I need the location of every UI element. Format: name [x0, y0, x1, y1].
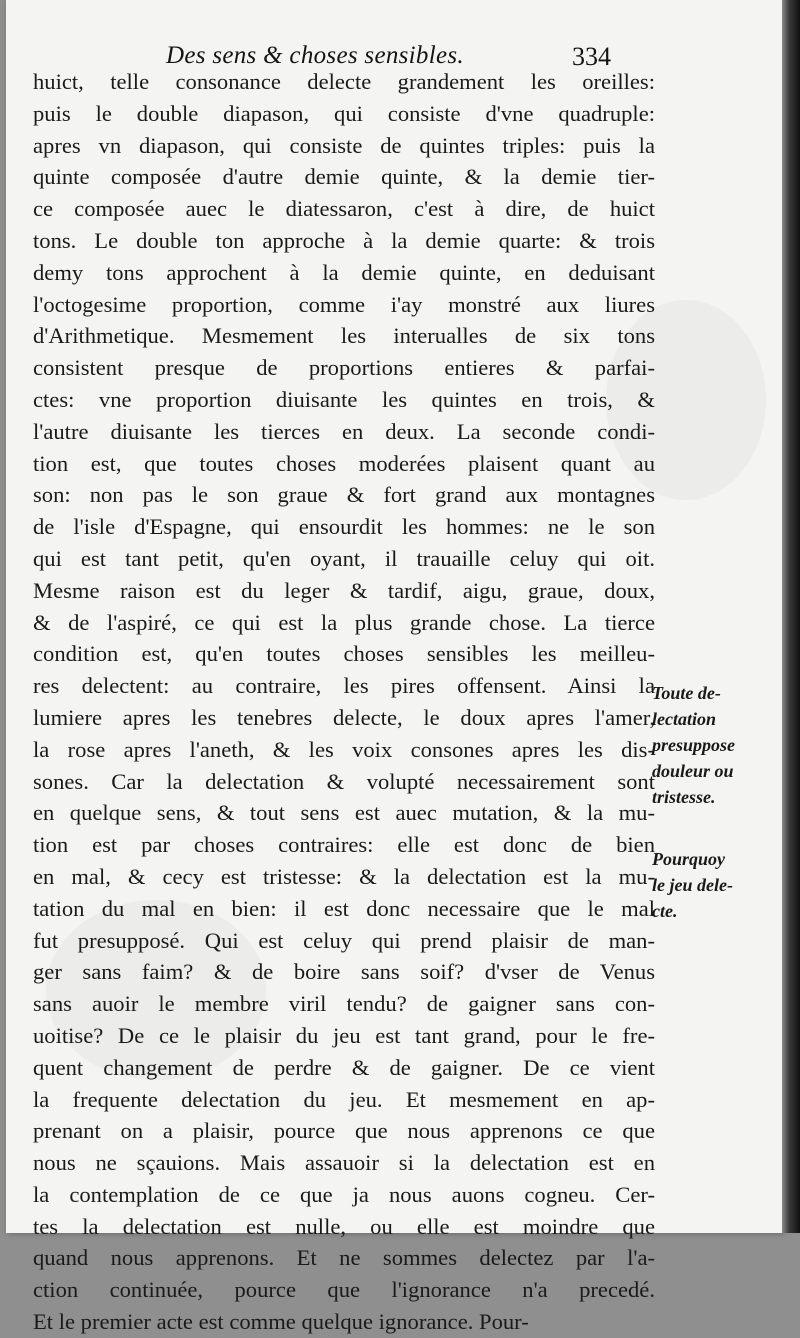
text-line: la contemplation de ce que ja nous auons cogneu. Cer-	[33, 1181, 655, 1207]
text-line: quinte composée d'autre demie quinte, & la demie tier-	[33, 164, 655, 190]
margin-note-jeu	[652, 846, 772, 924]
text-line: demy tons approchent à la demie quinte, en deduisant	[33, 259, 655, 285]
text-line: son: non pas le son graue & fort grand aux montagnes	[33, 482, 655, 508]
text-line: quand nous apprenons. Et ne sommes delectez par l'a-	[33, 1245, 655, 1271]
text-line: tion est par choses contraires: elle est donc de bien	[33, 832, 655, 858]
page-number: 334	[572, 42, 611, 71]
text-line: en quelque sens, & tout sens est auec mutation, & la mu-	[33, 800, 655, 826]
text-line: ger sans faim? & de boire sans soif? d'vser de Venus	[33, 959, 655, 985]
text-line: fut presupposé. Qui est celuy qui prend plaisir de man-	[33, 927, 655, 953]
text-line: tes la delectation est nulle, ou elle est moindre que	[33, 1213, 655, 1239]
text-line: condition est, qu'en toutes choses sensibles les meilleu-	[33, 641, 655, 667]
text-line: sones. Car la delectation & volupté necessairement sont	[33, 768, 655, 794]
margin-note-line: Pourquoy	[652, 849, 726, 869]
margin-note-line: le jeu dele-	[652, 875, 733, 895]
text-line: huict, telle consonance delecte grandement les oreilles:	[33, 69, 655, 94]
text-line: la frequente delectation du jeu. Et mesmement en ap-	[33, 1086, 655, 1112]
text-line: ce composée auec le diatessaron, c'est à dire, de huict	[33, 196, 655, 222]
text-line: Mesme raison est du leger & tardif, aigu, graue, doux,	[33, 577, 655, 603]
text-line: qui est tant petit, qu'en oyant, il trauaille celuy qui oit.	[33, 545, 655, 571]
text-line: consistent presque de proportions entieres & parfai-	[33, 355, 655, 381]
margin-note-line: cte.	[652, 901, 678, 921]
text-line: Et le premier acte est comme quelque ignorance. Pour-	[33, 1309, 529, 1335]
text-line: nous ne sçauions. Mais assauoir si la delectation est en	[33, 1150, 655, 1176]
text-line: lumiere apres les tenebres delecte, le doux apres l'amer,	[33, 704, 655, 730]
text-line: tion est, que toutes choses moderées plaisent quant au	[33, 450, 655, 476]
text-line: de l'isle d'Espagne, qui ensourdit les hommes: ne le son	[33, 514, 655, 540]
text-line: en mal, & cecy est tristesse: & la delectation est la mu-	[33, 863, 655, 889]
text-line: l'autre diuisante les tierces en deux. La seconde condi-	[33, 418, 655, 444]
text-line: res delectent: au contraire, les pires offensent. Ainsi la	[33, 673, 655, 699]
text-line: & de l'aspiré, ce qui est la plus grande chose. La tierce	[33, 609, 655, 635]
text-line: ction continuée, pource que l'ignorance n'a precedé.	[33, 1277, 655, 1303]
margin-note-line: presuppose	[652, 735, 736, 755]
text-line: sans auoir le membre viril tendu? de gaigner sans con-	[33, 991, 655, 1017]
text-line: d'Arithmetique. Mesmement les interualles de six tons	[33, 323, 655, 349]
text-line: la rose apres l'aneth, & les voix consones apres les dis-	[33, 736, 655, 762]
margin-note-line: douleur ou	[652, 761, 734, 781]
text-line: tons. Le double ton approche à la demie quarte: & trois	[33, 227, 655, 253]
text-line: l'octogesime proportion, comme i'ay monstré aux liures	[33, 291, 655, 317]
text-line: quent changement de perdre & de gaigner. De ce vient	[33, 1054, 655, 1080]
text-line: apres vn diapason, qui consiste de quintes triples: puis la	[33, 132, 655, 158]
body-text	[33, 66, 655, 1338]
margin-note-line: lectation	[652, 709, 716, 729]
running-title: Des sens & choses sensibles.	[166, 42, 464, 69]
page-edge-shadow	[782, 0, 800, 1233]
margin-note-delectation	[652, 680, 772, 810]
text-line: tation du mal en bien: il est donc necessaire que le mal	[33, 895, 655, 921]
text-line: ctes: vne proportion diuisante les quintes en trois, &	[33, 386, 655, 412]
book-page	[6, 0, 782, 1335]
text-line: prenant on a plaisir, pource que nous apprenons ce que	[33, 1118, 655, 1144]
text-line: puis le double diapason, qui consiste d'vne quadruple:	[33, 100, 655, 126]
text-line: uoitise? De ce le plaisir du jeu est tant grand, pour le fre-	[33, 1022, 655, 1048]
margin-note-line: Toute de-	[652, 683, 721, 703]
margin-note-line: tristesse.	[652, 787, 716, 807]
